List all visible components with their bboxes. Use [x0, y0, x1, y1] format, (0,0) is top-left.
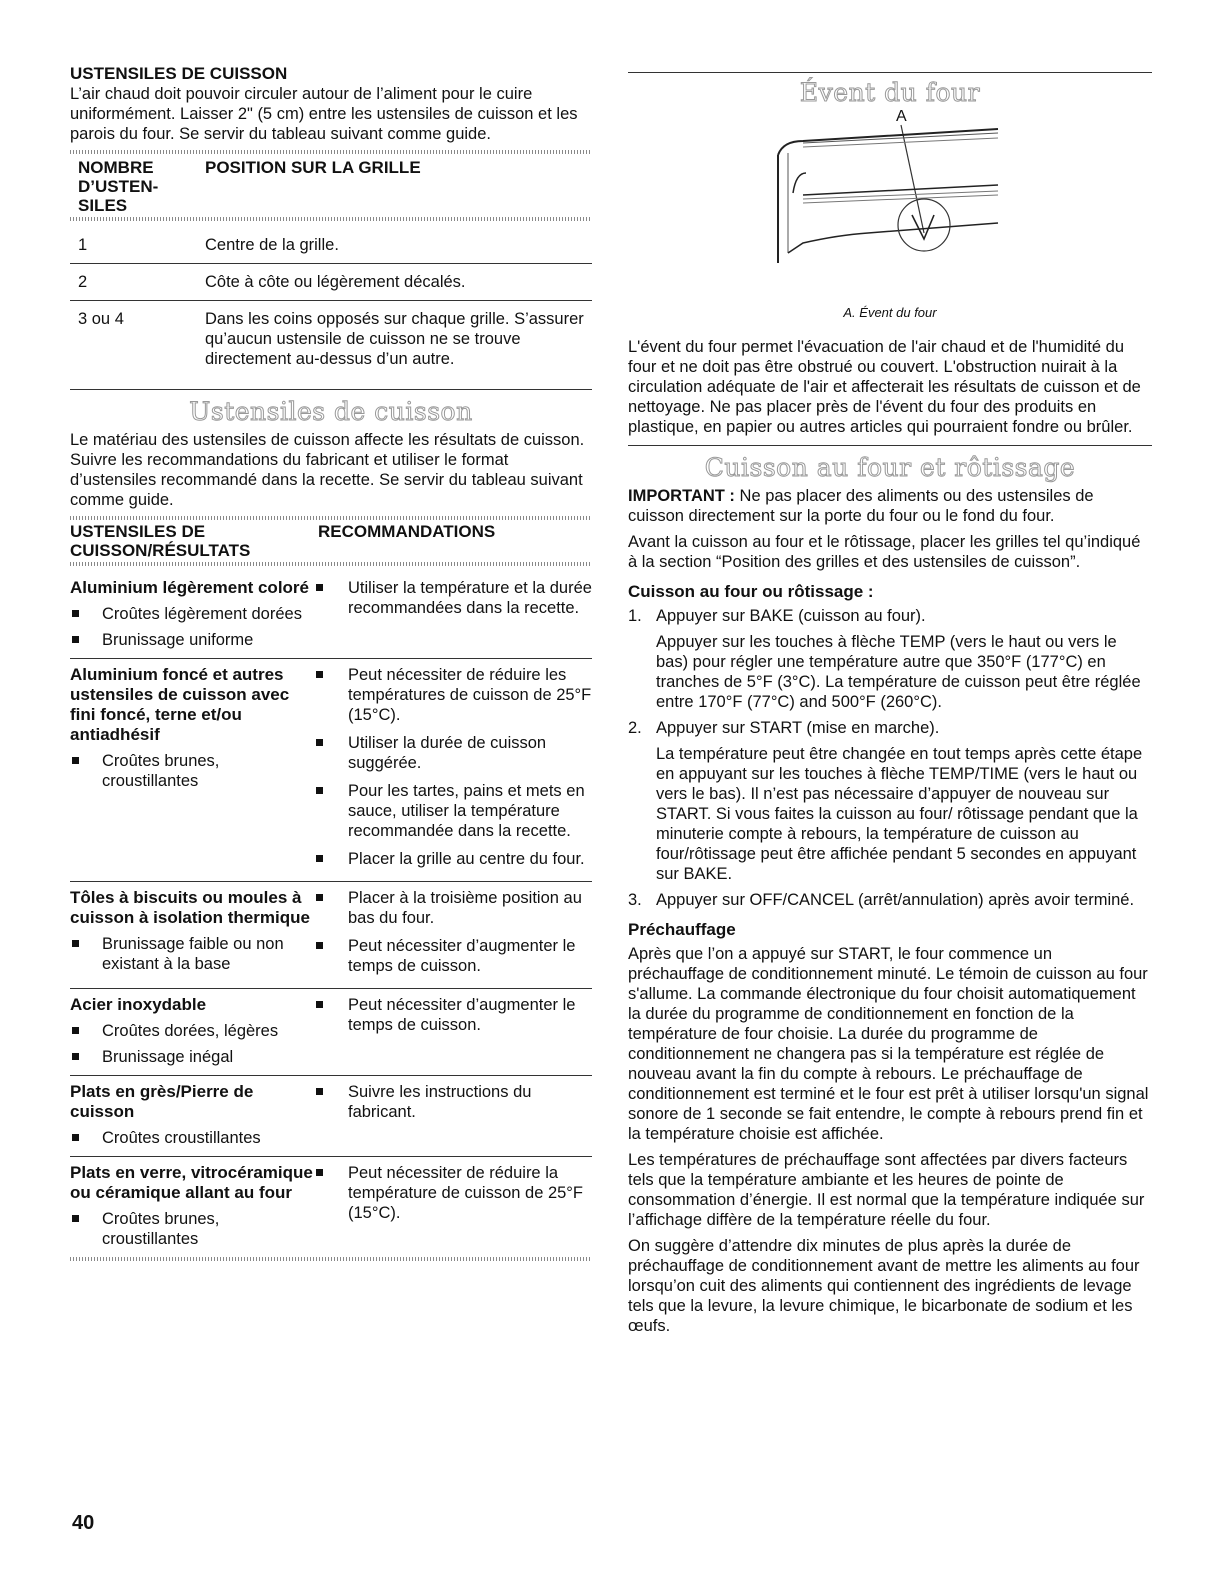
table2-ustensile-title: Acier inoxydable: [70, 995, 207, 1014]
table2-row: [70, 659, 592, 882]
page-number: 40: [72, 1512, 95, 1534]
step-text: Appuyer sur les touches à flèche TEMP (vers le haut ou vers le bas) pour régler une température autre que 350°F (177°C) en tranches de 5°F (3°C). La température de cuisson peut être réglée entre 170°F (77°C) and 500°F (260°C).: [656, 633, 1141, 711]
table2-cell-ustensile: [70, 578, 318, 654]
section-text-materiau: Le matériau des ustensiles de cuisson affecte les résultats de cuisson. Suivre les recommandations du fabricant et utiliser le format d’ustensiles recommandé dans la recette. Se servir du tableau suivant comme guide.: [70, 431, 585, 509]
table1-cell-count: 2: [78, 273, 88, 291]
table2-header-recommandations: RECOMMANDATIONS: [318, 522, 496, 541]
section-title-cuisson-rotissage: Cuisson au four et rôtissage: [704, 453, 1076, 482]
figure-label-a: A: [896, 108, 907, 125]
divider: [628, 72, 1152, 73]
step-item: [628, 606, 1152, 712]
table1-cell-position: Dans les coins opposés sur chaque grille. S’assurer qu’aucun ustensile de cuisson ne se trouve directement au-dessus d’un autre.: [205, 310, 584, 368]
table2-row: [70, 1076, 592, 1157]
table1-row: [70, 264, 592, 301]
section-title-ustensiles-de-cuisson: Ustensiles de cuisson: [189, 397, 473, 426]
table2-cell-ustensile: [70, 665, 318, 877]
table2-cell-ustensile: [70, 1082, 318, 1152]
subheading-cuisson: Cuisson au four ou rôtissage :: [628, 582, 874, 601]
table2-cell-recommandation: [318, 888, 592, 984]
table2-result-item: Croûtes brunes, croustillantes: [70, 1209, 318, 1249]
step-number: 1.: [628, 607, 642, 625]
table2-cell-recommandation: [318, 578, 592, 654]
section-text-event: L'évent du four permet l'évacuation de l'air chaud et de l'humidité du four et ne doit pas être obstrué ou couvert. L'obstruction nuirait à la circulation adéquate de l'air et affecterait les résultats de cuisson et de nettoyage. Ne pas placer près de l'évent du four des produits en plastique, en papier ou autres articles qui pourraient fondre ou brûler.: [628, 338, 1141, 436]
section-title-event: Évent du four: [799, 78, 981, 107]
table1-cell-count: 1: [78, 236, 88, 254]
table2-result-item: Croûtes croustillantes: [70, 1128, 318, 1148]
important-note: [628, 486, 1152, 526]
table2-cell-ustensile: [70, 995, 318, 1071]
table2-recommendation-item: Peut nécessiter de réduire la température de cuisson de 25°F (15°C).: [318, 1163, 592, 1223]
table2-recommendation-item: Pour les tartes, pains et mets en sauce, utiliser la température recommandée dans la recette.: [318, 781, 592, 841]
table2-ustensile-title: Plats en grès/Pierre de cuisson: [70, 1082, 254, 1121]
subheading-prechauffage: Préchauffage: [628, 920, 736, 939]
table1-body: [70, 227, 592, 389]
dotted-rule: [70, 1257, 592, 1261]
table2-recommendation-item: Utiliser la température et la durée recommandées dans la recette.: [318, 578, 592, 618]
table2-result-item: Croûtes brunes, croustillantes: [70, 751, 318, 791]
right-column: [628, 64, 1152, 1342]
step-text: La température peut être changée en tout temps après cette étape en appuyant sur les touches à flèche TEMP/TIME (vers le haut ou vers le bas). Il n’est pas nécessaire d’appuyer de nouveau sur START. Si vous faites la cuisson au four/ rôtissage pendant que la minuterie compte à rebours, la température de cuisson au four/rôtissage peut être affichée pendant 5 secondes en appuyant sur BAKE.: [656, 745, 1143, 883]
step-text: Appuyer sur START (mise en marche).: [656, 719, 940, 737]
prechauffage-text-2: Les températures de préchauffage sont affectées par divers facteurs tels que la température ambiante et les heures de pointe de consommation d’énergie. Il est normal que la température indiquée sur l’affichage diffère de la température réelle du four.: [628, 1151, 1145, 1229]
step-item: [628, 718, 1152, 884]
table1-row: [70, 227, 592, 264]
table2-recommendation-item: Peut nécessiter de réduire les températures de cuisson de 25°F (15°C).: [318, 665, 592, 725]
table2-header: [70, 522, 592, 560]
table2-row: [70, 989, 592, 1076]
table1-header-position: POSITION SUR LA GRILLE: [205, 158, 421, 177]
table2-recommendation-item: Placer la grille au centre du four.: [318, 849, 592, 869]
table2-body: [70, 572, 592, 1257]
table2-row: [70, 572, 592, 659]
divider: [70, 389, 592, 390]
steps-list: [628, 606, 1152, 910]
table1-cell-position: Centre de la grille.: [205, 236, 339, 254]
table2-result-item: Croûtes légèrement dorées: [70, 604, 318, 624]
table1-header: [70, 156, 592, 215]
dotted-rule: [70, 217, 592, 221]
table2-recommendation-item: Placer à la troisième position au bas du four.: [318, 888, 592, 928]
table2-row: [70, 882, 592, 989]
oven-vent-illustration: [628, 103, 1152, 303]
table2-recommendation-item: Peut nécessiter d’augmenter le temps de cuisson.: [318, 936, 592, 976]
dotted-rule: [70, 562, 592, 566]
table1-cell-count: 3 ou 4: [78, 310, 124, 328]
table2-recommendation-item: Peut nécessiter d’augmenter le temps de cuisson.: [318, 995, 592, 1035]
prechauffage-text-3: On suggère d’attendre dix minutes de plus après la durée de préchauffage de conditionnement avant de mettre les aliments au four lorsqu’on cuit des aliments qui contiennent des ingrédients de levage tels que la levure, la levure chimique, le bicarbonate de sodium et les œufs.: [628, 1237, 1140, 1335]
intro-text: Avant la cuisson au four et le rôtissage, placer les grilles tel qu’indiqué à la section “Position des grilles et des ustensiles de cuisson”.: [628, 533, 1141, 571]
step-text: Appuyer sur BAKE (cuisson au four).: [656, 607, 926, 625]
table2-cell-recommandation: [318, 1082, 592, 1152]
table2-result-item: Brunissage uniforme: [70, 630, 318, 650]
table2-result-item: Brunissage faible ou non existant à la base: [70, 934, 318, 974]
table2-ustensile-title: Aluminium foncé et autres ustensiles de cuisson avec fini foncé, terne et/ou antiadhésif: [70, 665, 290, 744]
dotted-rule: [70, 516, 592, 520]
important-text: Ne pas placer des aliments ou des ustensiles de cuisson directement sur la porte du four ou le fond du four.: [628, 487, 1094, 525]
table2-header-ustensiles: USTENSILES DE CUISSON/RÉSULTATS: [70, 522, 251, 560]
table2-recommendation-item: Utiliser la durée de cuisson suggérée.: [318, 733, 592, 773]
divider: [628, 445, 1152, 446]
table2-result-item: Brunissage inégal: [70, 1047, 318, 1067]
table2-cell-recommandation: [318, 995, 592, 1071]
prechauffage-text-1: Après que l’on a appuyé sur START, le four commence un préchauffage de conditionnement minuté. Le témoin de cuisson au four s'allume. La commande électronique du four choisit automatiquement la durée du programme de conditionnement en fonction de la température de four choisie. La durée du programme de conditionnement ne changera pas si la température est réglée de nouveau avant la fin du compte à rebours. Le préchauffage de conditionnement est terminé et le four est prêt à utiliser lorsqu'un signal sonore de 1 seconde se fait entendre, le compte à rebours prend fin et la température choisie est affichée.: [628, 945, 1149, 1143]
section-title-ustensiles: USTENSILES DE CUISSON: [70, 64, 288, 83]
table2-ustensile-title: Tôles à biscuits ou moules à cuisson à isolation thermique: [70, 888, 310, 927]
table2-row: [70, 1157, 592, 1257]
important-label: IMPORTANT :: [628, 487, 735, 505]
table2-ustensile-title: Plats en verre, vitrocéramique ou céramique allant au four: [70, 1163, 313, 1202]
table2-cell-ustensile: [70, 888, 318, 984]
table1-row: [70, 301, 592, 389]
oven-vent-figure: [628, 103, 1152, 303]
table2-result-item: Croûtes dorées, légères: [70, 1021, 318, 1041]
step-number: 2.: [628, 719, 642, 737]
step-number: 3.: [628, 891, 642, 909]
table2-ustensile-title: Aluminium légèrement coloré: [70, 578, 309, 597]
left-column: [70, 64, 592, 1263]
figure-caption: A. Évent du four: [843, 305, 937, 320]
table2-cell-ustensile: [70, 1163, 318, 1253]
table1-cell-position: Côte à côte ou légèrement décalés.: [205, 273, 466, 291]
table2-recommendation-item: Suivre les instructions du fabricant.: [318, 1082, 592, 1122]
table1-header-count: NOMBRE D’USTEN-SILES: [78, 158, 159, 215]
table2-cell-recommandation: [318, 665, 592, 877]
section-text-ustensiles: L’air chaud doit pouvoir circuler autour de l’aliment pour le cuire uniformément. Laisser 2" (5 cm) entre les ustensiles de cuisson et les parois du four. Se servir du tableau suivant comme guide.: [70, 85, 578, 143]
step-item: [628, 890, 1152, 910]
step-text: Appuyer sur OFF/CANCEL (arrêt/annulation) après avoir terminé.: [656, 891, 1135, 909]
dotted-rule: [70, 150, 592, 154]
table2-cell-recommandation: [318, 1163, 592, 1253]
